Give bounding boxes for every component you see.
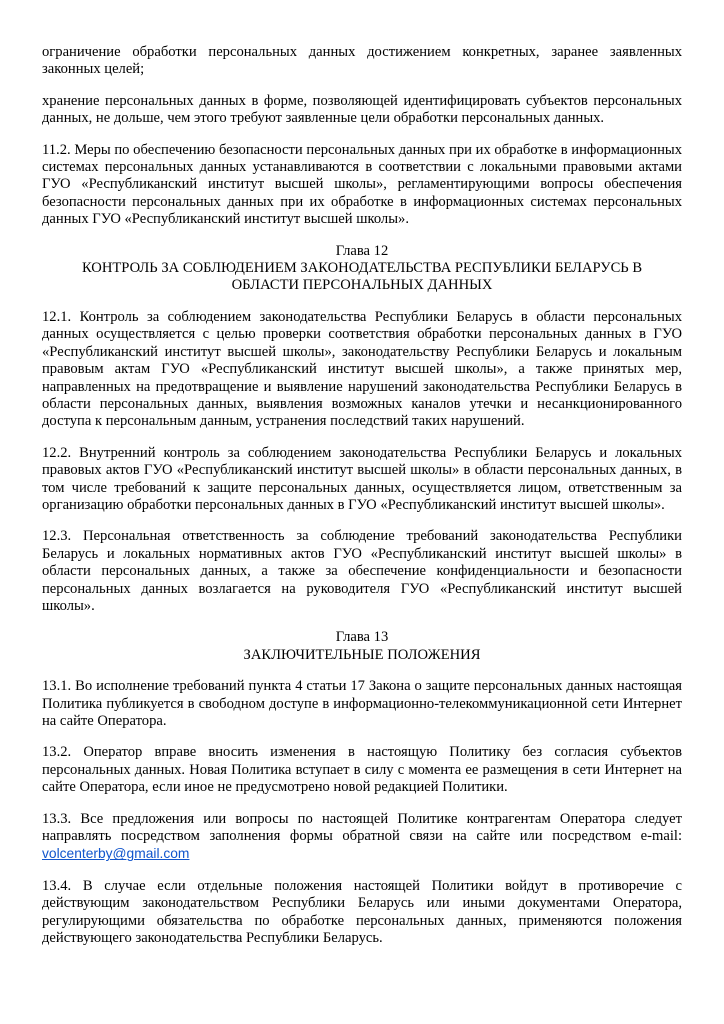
chapter-heading-line: ЗАКЛЮЧИТЕЛЬНЫЕ ПОЛОЖЕНИЯ	[243, 646, 481, 663]
paragraph-text: 13.2. Оператор вправе вносить изменения в настоящую Политику без согласия субъектов персональных данных. Новая Политика вступает в силу с момента ее размещения в сети Интернет на сайте Оператора, если иное не предусмотрено новой редакцией Политики.	[42, 744, 682, 796]
paragraph-text: 11.2. Меры по обеспечению безопасности персональных данных при их обработке в информационных системах персональных данных устанавливаются в соответствии с локальными правовыми актами ГУО «Республиканский институт высшей школы», регламентирующими вопросы обеспечения безопасности персональных данных при их обработке в информационных системах персональных данных ГУО «Республиканский институт высшей школы».	[42, 141, 682, 228]
paragraph-text: 13.3. Все предложения или вопросы по настоящей Политике контрагентам Оператора следует направлять посредством заполнения формы обратной связи на сайте или посредством e-mail:	[42, 810, 682, 845]
document-content	[42, 44, 682, 947]
paragraph-13-1	[42, 678, 682, 730]
paragraph-12-1	[42, 309, 682, 431]
paragraph-limitation-clause	[42, 44, 682, 79]
paragraph-11-2	[42, 142, 682, 229]
paragraph-13-2	[42, 744, 682, 796]
paragraph-text: ограничение обработки персональных данных достижением конкретных, заранее заявленных законных целей;	[42, 44, 682, 78]
paragraph-text: 12.3. Персональная ответственность за соблюдение требований законодательства Республики Беларусь и локальных нормативных актов ГУО «Республиканский институт высшей школы» в области персональных данных, а также за обеспечение конфиденциальности и безопасности персональных данных возлагается на руководителя ГУО «Республиканский институт высшей школы».	[42, 528, 682, 614]
chapter-heading-line: Глава 13	[335, 629, 389, 646]
chapter-12-heading	[42, 243, 682, 295]
paragraph-13-4	[42, 878, 682, 948]
chapter-heading-line: Глава 12	[335, 242, 389, 259]
paragraph-storage-clause	[42, 93, 682, 128]
paragraph-text: 13.4. В случае если отдельные положения настоящей Политики войдут в противоречие с действующим законодательством Республики Беларусь или иными документами Оператора, регулирующими обязательства по обработке персональных данных, применяются положения действующего законодательства Республики Беларусь.	[42, 877, 682, 947]
paragraph-text: 12.2. Внутренний контроль за соблюдением законодательства Республики Беларусь и локальных правовых актов ГУО «Республиканский институт высшей школы» в области персональных данных, в том числе требований к защите персональных данных, осуществляется лицом, ответственным за организацию обработки персональных данных в ГУО «Республиканский институт высшей школы».	[42, 444, 682, 513]
chapter-heading-line: КОНТРОЛЬ ЗА СОБЛЮДЕНИЕМ ЗАКОНОДАТЕЛЬСТВА РЕСПУБЛИКИ БЕЛАРУСЬ В	[81, 260, 643, 277]
paragraph-text: 13.1. Во исполнение требований пункта 4 статьи 17 Закона о защите персональных данных настоящая Политика публикуется в свободном доступе в информационно-телекоммуникационной сети Интернет на сайте Оператора.	[42, 678, 682, 729]
chapter-13-heading	[42, 629, 682, 664]
chapter-heading-line: ОБЛАСТИ ПЕРСОНАЛЬНЫХ ДАННЫХ	[231, 277, 493, 294]
paragraph-text: 12.1. Контроль за соблюдением законодательства Республики Беларусь в области персональных данных осуществляется с целью проверки соответствия обработки персональных данных в ГУО «Республиканский институт высшей школы», законодательству Республики Беларусь и локальным правовым актам ГУО «Республиканский институт высшей школы», а также принятых мер, направленных на предотвращение и выявление нарушений законодательства Республики Беларусь в области персональных данных, выявления возможных каналов утечки и несанкционированного доступа к персональным данным, устранения последствий таких нарушений.	[42, 308, 682, 430]
paragraph-12-2	[42, 445, 682, 515]
paragraph-13-3	[42, 811, 682, 864]
paragraph-text: хранение персональных данных в форме, позволяющей идентифицировать субъектов персональных данных, не дольше, чем этого требуют заявленные цели обработки персональных данных.	[42, 92, 682, 127]
paragraph-12-3	[42, 528, 682, 615]
email-link[interactable]: volcenterby@gmail.com	[42, 846, 190, 862]
